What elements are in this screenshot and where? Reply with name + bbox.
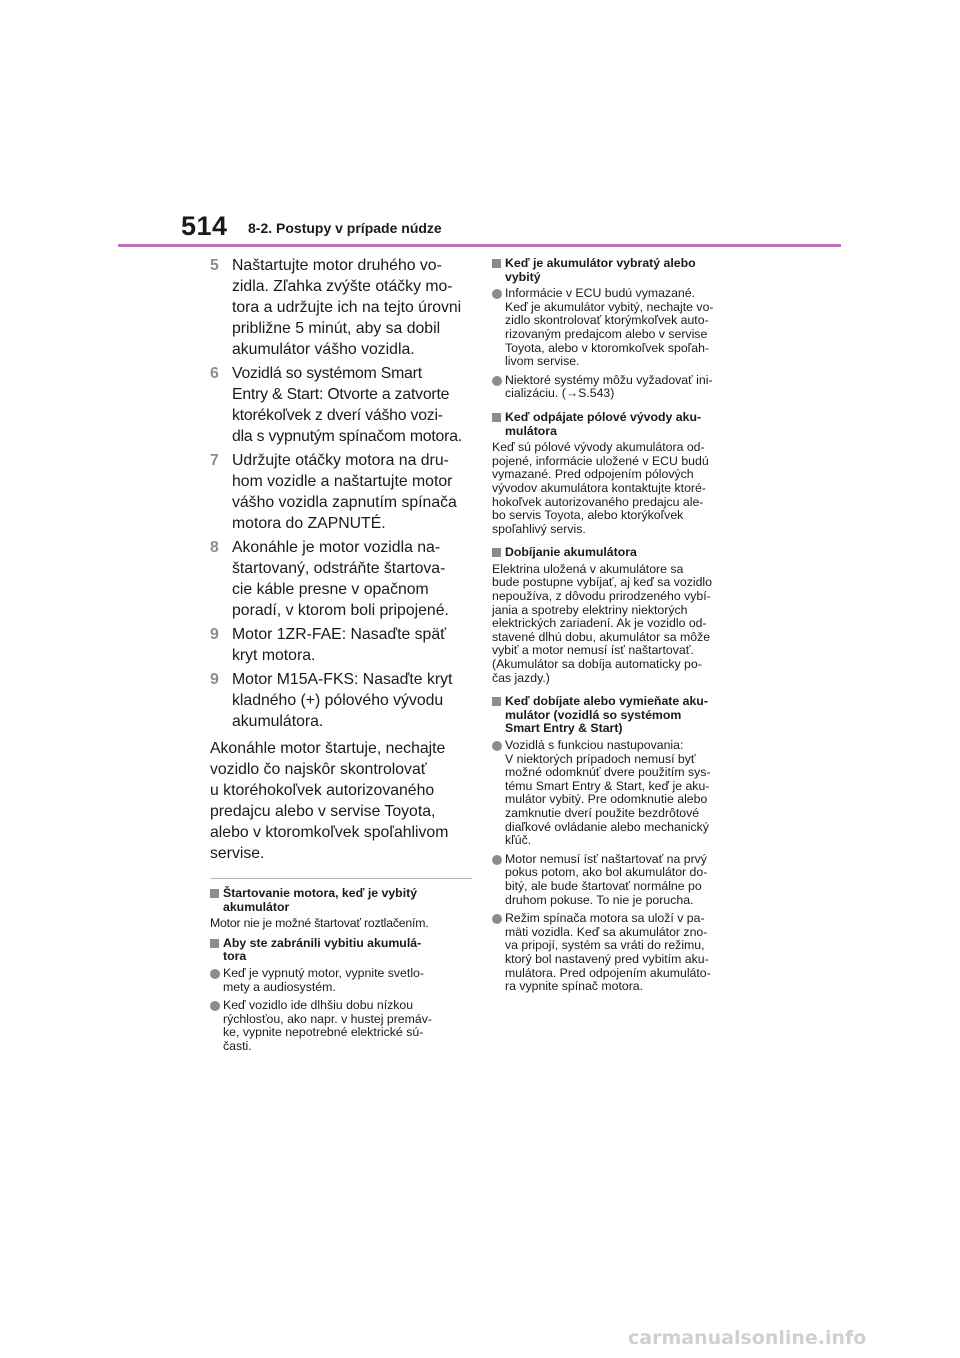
heading-text: Keď dobíjate alebo vymieňate aku- mulátor (vozidlá so systémom Smart Entry & Start) (505, 694, 708, 736)
step-number: 8 (210, 539, 219, 556)
step-5 (210, 255, 472, 360)
section-title: 8-2. Postupy v prípade núdze (248, 220, 442, 236)
step-text: Vozidlá so systémom Smart Entry & Start: Otvorte a zatvorte ktorékoľvek z dverí vášho vozi- dla s vypnutým spínačom motora. (232, 365, 462, 445)
bullet-text: Keď vozidlo ide dlhšiu dobu nízkou rýchlosťou, ako napr. v hustej premáv- ke, vypnite nepotrebné elektrické sú- časti. (223, 998, 432, 1053)
bullet-text: Režim spínača motora sa uloží v pa- mäti vozidla. Keď sa akumulátor zno- va pripojí, systém sa vráti do režimu, ktorý bol nastavený pred vybitím aku- mulátora. Pred odpojením akumuláto- ra vypnite spínač motora. (505, 911, 711, 994)
circle-bullet-icon (492, 739, 505, 848)
step-8 (210, 537, 472, 621)
step-text: Motor 1ZR-FAE: Nasaďte späť kryt motora. (232, 626, 447, 664)
step-text: Motor M15A-FKS: Nasaďte kryt kladného (+) pólového vývodu akumulátora. (232, 671, 453, 730)
heading-jump-start (210, 887, 472, 914)
square-bullet-icon (492, 695, 505, 704)
header-rule (118, 244, 841, 247)
square-bullet-icon (492, 257, 505, 266)
bullet-text: Keď je vypnutý motor, vypnite svetlo- mety a audiosystém. (223, 965, 424, 994)
heading-disconnect-terminals (492, 411, 760, 438)
step-number: 7 (210, 452, 219, 469)
body-paragraph: Keď sú pólové vývody akumulátora od- pojené, informácie uložené v ECU budú vymazané. Pred odpojením pólových vývodov akumulátora kontaktujte ktoré- hokoľvek autorizovaného predajcu ale- bo servis Toyota, alebo ktorýkoľvek spoľahlivý servis. (492, 440, 709, 536)
heading-text: Dobíjanie akumulátora (505, 545, 637, 560)
circle-bullet-icon (492, 853, 505, 907)
step-7 (210, 450, 472, 534)
step-text: Akonáhle je motor vozidla na- štartovaný, odstráňte štartova- cie káble presne v opačnom poradí, v ktorom boli pripojené. (232, 539, 449, 619)
heading-prevent-discharge (210, 937, 472, 964)
square-bullet-icon (210, 937, 223, 946)
left-column (210, 255, 472, 1059)
heading-text: Štartovanie motora, keď je vybitý akumulátor (223, 886, 418, 914)
closing-paragraph: Akonáhle motor štartuje, nechajte vozidlo čo najskôr skontrolovať u ktoréhokoľvek autorizovaného predajcu alebo v servise Toyota, alebo v ktoromkoľvek spoľahlivom servise. (210, 740, 449, 862)
step-9a (210, 624, 472, 666)
bullet-text: Motor nemusí ísť naštartovať na prvý pokus potom, ako bol akumulátor do- bitý, ale bude štartovať normálne po druhom pokuse. To nie je porucha. (505, 851, 708, 907)
section-divider (210, 878, 472, 879)
note-paragraph: Motor nie je možné štartovať roztlačením. (210, 916, 429, 931)
bullet-text: Informácie v ECU budú vymazané. Keď je akumulátor vybitý, nechajte vo- zidlo skontrolovať ktorýmkoľvek auto- rizovaným predajcom alebo v servise Toyota, alebo v ktoromkoľvek spoľah- livom servise. (505, 286, 714, 369)
heading-recharging-replacing (492, 695, 760, 736)
heading-battery-removed (492, 257, 760, 284)
step-number: 9 (210, 626, 219, 643)
heading-charging (492, 546, 760, 560)
bullet-item (492, 374, 760, 401)
heading-text: Keď je akumulátor vybratý alebo vybitý (505, 256, 696, 284)
bullet-text: Niektoré systémy môžu vyžadovať ini- cializáciu. (→S.543) (505, 372, 713, 401)
circle-bullet-icon (210, 967, 223, 994)
heading-text: Aby ste zabránili vybitiu akumulá- tora (223, 935, 422, 964)
heading-text: Keď odpájate pólové vývody aku- mulátora (505, 409, 702, 438)
bullet-item (210, 967, 472, 994)
bullet-item (492, 739, 760, 848)
bullet-item (210, 999, 472, 1053)
step-9b (210, 669, 472, 732)
step-6 (210, 363, 472, 447)
bullet-item (492, 853, 760, 907)
square-bullet-icon (492, 546, 505, 555)
bullet-item (492, 912, 760, 994)
step-number: 5 (210, 257, 219, 274)
square-bullet-icon (210, 887, 223, 896)
circle-bullet-icon (492, 374, 505, 401)
watermark: carmanualsonline.info (628, 1327, 867, 1349)
page-number: 514 (181, 211, 228, 241)
step-text: Udržujte otáčky motora na dru- hom vozidle a naštartujte motor vášho vozidla zapnutím spínača motora do ZAPNUTÉ. (232, 452, 457, 532)
step-number: 6 (210, 365, 219, 382)
step-number: 9 (210, 671, 219, 688)
bullet-text: Vozidlá s funkciou nastupovania: V niektorých prípadoch nemusí byť možné odomknúť dvere použitím sys- tému Smart Entry & Start, keď je aku- mulátor vybitý. Pre odomknutie alebo zamknutie dverí použite bezdrôtové diaľkové ovládanie alebo mechanický kľúč. (505, 738, 711, 848)
body-paragraph: Elektrina uložená v akumulátore sa bude postupne vybíjať, aj keď sa vozidlo nepoužíva, z dôvodu prirodzeného vybí- jania a spotreby elektriny niektorých elektrických zariadení. Ak je vozidlo od- stavené dlhú dobu, akumulátor sa môže vybiť a motor nemusí ísť naštartovať. (Akumulátor sa dobíja automaticky po- čas jazdy.) (492, 561, 712, 685)
square-bullet-icon (492, 411, 505, 420)
right-column (492, 257, 760, 999)
circle-bullet-icon (210, 999, 223, 1053)
circle-bullet-icon (492, 287, 505, 369)
bullet-item (492, 287, 760, 369)
circle-bullet-icon (492, 912, 505, 994)
step-text: Naštartujte motor druhého vo- zidla. Zľahka zvýšte otáčky mo- tora a udržujte ich na tejto úrovni približne 5 minút, aby sa dobil akumulátor vášho vozidla. (232, 257, 462, 358)
